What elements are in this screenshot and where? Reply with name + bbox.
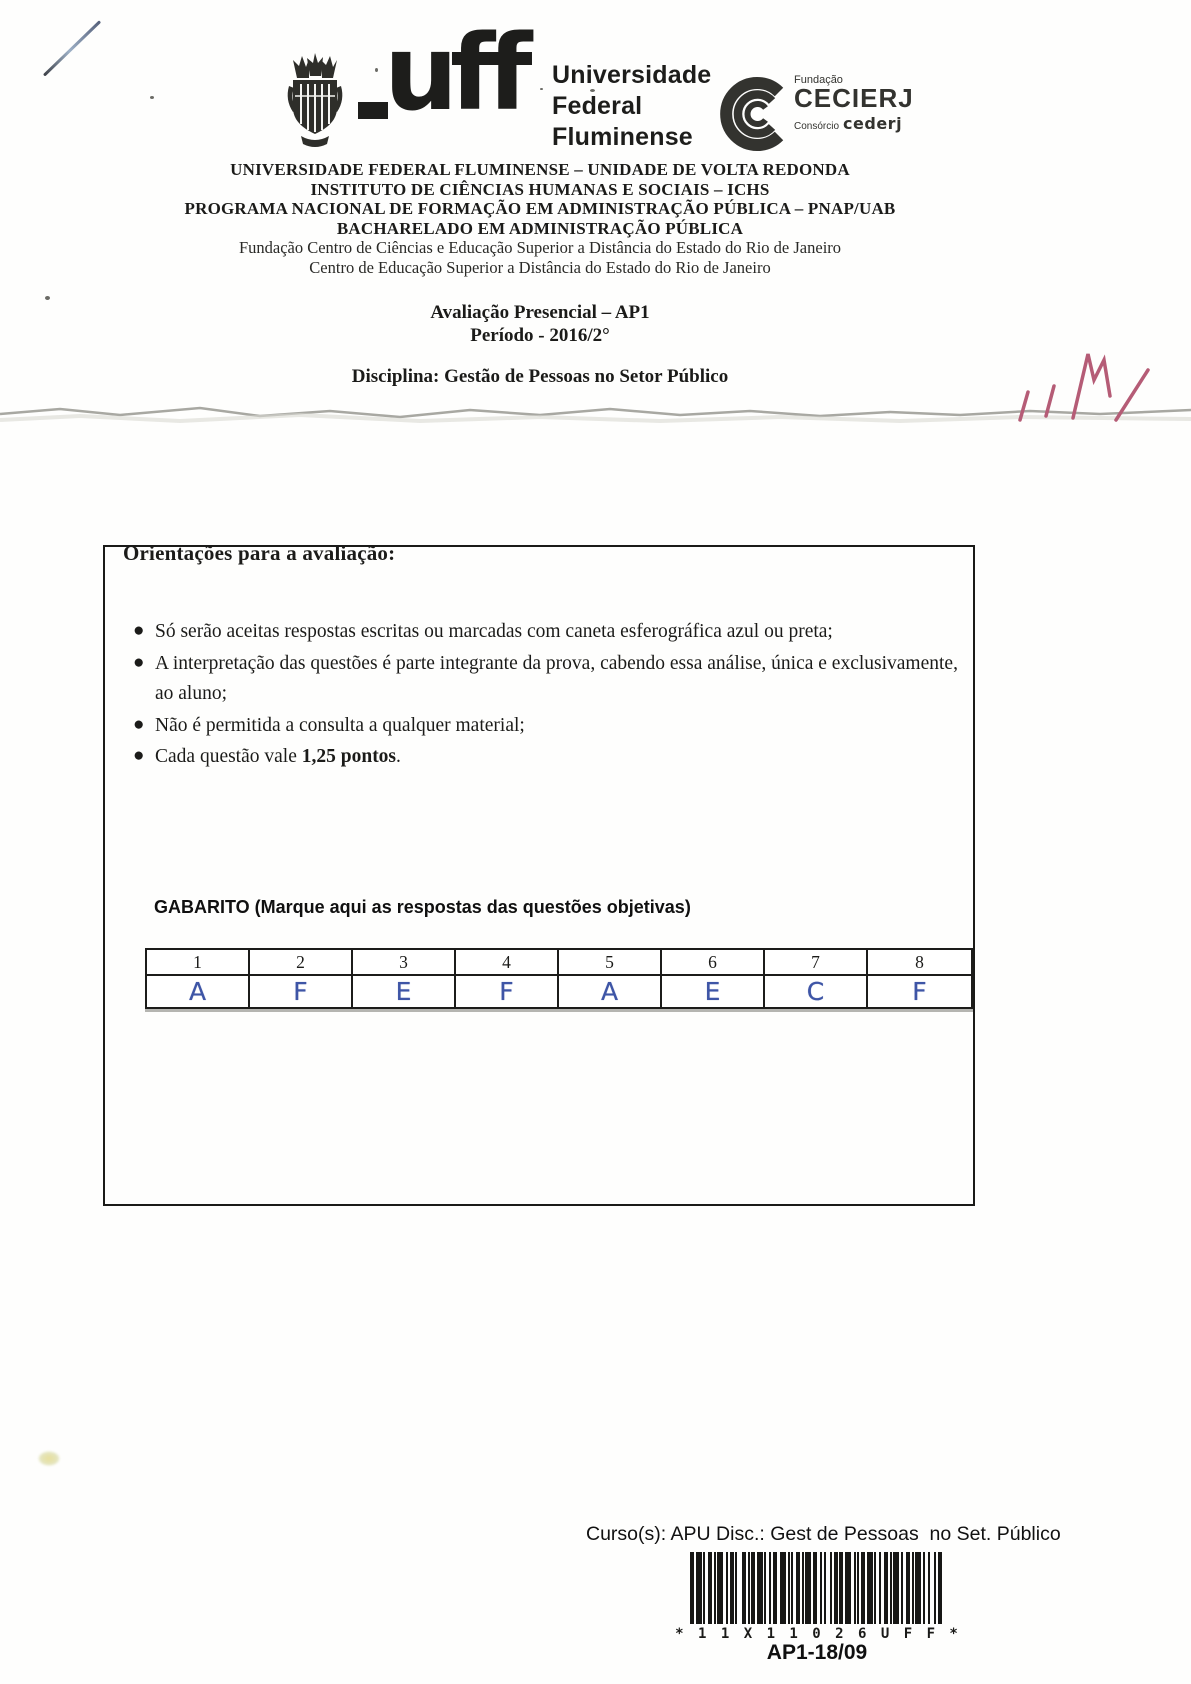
question-number-cell: 5 <box>559 950 662 976</box>
instruction-text: Cada questão vale 1,25 pontos. <box>155 746 401 767</box>
cecierj-fundacao-label: Fundação <box>794 74 843 86</box>
torn-edge <box>0 388 1191 434</box>
instructions-box <box>103 541 975 1206</box>
handwritten-answer-cell: A <box>147 976 250 1007</box>
handwritten-answer-cell: F <box>912 977 927 1006</box>
paper-smudge <box>38 1451 60 1466</box>
exam-title-block <box>95 301 985 347</box>
bullet-icon: ● <box>133 651 145 673</box>
uff-wordmark <box>552 60 711 153</box>
institution-header <box>95 160 985 277</box>
cederj-name: cederj <box>843 114 903 133</box>
cecierj-arcs-icon <box>712 72 804 156</box>
cecierj-consorcio-label: Consórcio <box>794 121 840 132</box>
uff-logo-text: uff <box>384 12 525 134</box>
question-number-cell: 7 <box>765 950 868 976</box>
instruction-item <box>119 711 964 742</box>
instruction-item <box>119 742 964 773</box>
institution-line: INSTITUTO DE CIÊNCIAS HUMANAS E SOCIAIS – ICHS <box>310 179 770 199</box>
ink-speck <box>150 96 154 99</box>
handwritten-answer-cell: E <box>662 976 765 1007</box>
gabarito-heading: GABARITO (Marque aqui as respostas das questões objetivas) <box>154 897 691 917</box>
question-number-cell: 6 <box>662 950 765 976</box>
question-number-cell: 1 <box>147 950 250 976</box>
instruction-text: Só serão aceitas respostas escritas ou marcadas com caneta esferográfica azul ou preta; <box>155 621 833 642</box>
instruction-item <box>119 649 964 710</box>
institution-line: UNIVERSIDADE FEDERAL FLUMINENSE – UNIDADE DE VOLTA REDONDA <box>230 160 850 179</box>
uff-wordmark-line: Federal <box>552 92 643 120</box>
course-line: Curso(s): APU Disc.: Gest de Pessoas no Set. Público <box>586 1523 1061 1545</box>
uff-wordmark-line: Universidade <box>552 61 712 89</box>
cecierj-name: CECIERJ <box>794 83 914 113</box>
institution-line: BACHARELADO EM ADMINISTRAÇÃO PÚBLICA <box>336 218 744 238</box>
answer-key-table <box>145 948 973 1009</box>
question-number-cell: 2 <box>250 950 353 976</box>
handwritten-answer-cell: F <box>250 976 353 1007</box>
barcode <box>690 1552 944 1624</box>
instructions-list <box>119 617 964 774</box>
exam-title: Avaliação Presencial – AP1 <box>430 302 650 323</box>
bullet-icon: ● <box>133 620 145 641</box>
handwritten-answer-cell: A <box>559 976 662 1007</box>
barcode-text: * 1 1 X 1 1 0 2 6 U F F * <box>675 1626 961 1642</box>
handwritten-answer-cell: C <box>765 976 868 1007</box>
uff-wordmark-line: Fluminense <box>552 123 693 151</box>
foundation-line: Fundação Centro de Ciências e Educação Superior a Distância do Estado do Rio de Janeiro <box>238 238 842 257</box>
foundation-line: Centro de Educação Superior a Distância do Estado do Rio de Janeiro <box>309 257 771 277</box>
ink-speck <box>45 296 50 300</box>
exam-discipline: Disciplina: Gestão de Pessoas no Setor Público <box>351 366 729 387</box>
institution-line: PROGRAMA NACIONAL DE FORMAÇÃO EM ADMINISTRAÇÃO PÚBLICA – PNAP/UAB <box>184 199 896 218</box>
bullet-icon: ● <box>133 713 145 735</box>
exam-period: Período - 2016/2° <box>470 325 610 346</box>
instruction-item <box>119 617 964 648</box>
red-pen-marks <box>1018 328 1191 424</box>
instructions-heading: Orientações para a avaliação: <box>123 541 396 565</box>
instruction-text: Não é permitida a consulta a qualquer material; <box>155 714 525 736</box>
uff-crest-icon <box>283 52 347 157</box>
handwritten-answer-cell: E <box>353 976 456 1007</box>
handwritten-answer-cell: F <box>456 976 559 1007</box>
form-code: AP1-18/09 <box>766 1641 868 1664</box>
question-number-cell: 3 <box>353 950 456 976</box>
bullet-icon: ● <box>133 745 145 766</box>
cecierj-logo <box>712 72 992 157</box>
pen-stroke-mark <box>43 20 101 76</box>
instruction-text: A interpretação das questões é parte integrante da prova, cabendo essa análise, única e exclusivamente, ao aluno; <box>155 652 958 704</box>
uff-logo <box>362 12 552 155</box>
question-number-cell: 4 <box>456 950 559 976</box>
question-number-cell: 8 <box>868 950 971 976</box>
